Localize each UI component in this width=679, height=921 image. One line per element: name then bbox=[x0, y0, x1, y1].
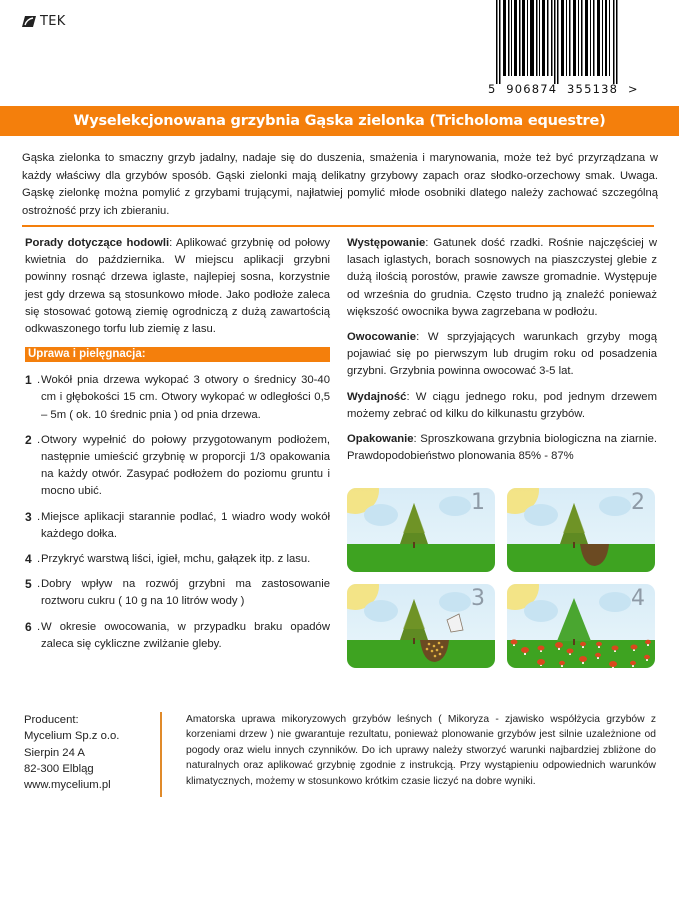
intro-paragraph: Gąska zielonka to smaczny grzyb jadalny, nadaje się do duszenia, smażenia i marynowania, może też być przyrządzana w każdy właściwy dla grzybów sposób. Gąski zielonki mają delikatny grzybowy zapach oraz słodko-orzechowy smak. Uwaga. Gąskę zielonkę można pomylić z grzybami trującymi, najłatwiej pomylić młode osobniki dlatego należy zachować szczególną ostrożność przy ich zbieraniu. bbox=[22, 152, 658, 217]
producer-website[interactable]: www.mycelium.pl bbox=[24, 779, 111, 792]
brand-name: TEK bbox=[40, 14, 66, 29]
occurrence-label: Występowanie bbox=[347, 237, 426, 249]
barcode bbox=[486, 0, 636, 82]
right-column bbox=[347, 235, 657, 473]
illustration-panel-4 bbox=[507, 584, 655, 668]
section-divider bbox=[22, 225, 654, 227]
panel-number: 2 bbox=[631, 490, 645, 515]
yield-label: Wydajność bbox=[347, 390, 407, 403]
step-item: 5 . Dobry wpływ na rozwój grzybni ma zastosowanie roztworu cukru ( 10 g na 10 litrów wody ) bbox=[25, 576, 330, 610]
step-number: 6 bbox=[25, 619, 32, 634]
step-number: 2 bbox=[25, 432, 32, 447]
advice-text: : Aplikować grzybnię od połowy kwietnia do października. W miejscu aplikacji grzybni powinny rosnąć drzewa iglaste, najlepiej sosna, korzystnie jest gdy drzewa są stosunkowo młode. Jako podłoże zaleca się stosować gotową ziemię ogrodniczą z dużą zawartością odkwaszonego torfu lub ziemię z lasu. bbox=[25, 237, 330, 336]
advice-label: Porady dotyczące hodowli bbox=[25, 237, 170, 249]
step-item: 2 . Otwory wypełnić do połowy przygotowanym podłożem, następnie umieścić grzybnię w proporcji 1/3 opakowania na każdy otwór. Zasypać podłożem do poziomu gruntu i mocno ubić. bbox=[25, 432, 330, 501]
occurrence-paragraph bbox=[347, 235, 657, 321]
producer-city: 82-300 Elbląg bbox=[24, 762, 94, 775]
step-number: 1 bbox=[25, 373, 32, 388]
producer-name: Mycelium Sp.z o.o. bbox=[24, 730, 120, 743]
left-column bbox=[25, 235, 330, 661]
illustration-panel-3 bbox=[347, 584, 495, 668]
fruiting-label: Owocowanie bbox=[347, 331, 417, 344]
step-item: 3 . Miejsce aplikacji starannie podlać, 1 wiadro wody wokół każdego dołka. bbox=[25, 509, 330, 543]
step-number: 4 bbox=[25, 552, 32, 567]
step-text: Wokół pnia drzewa wykopać 3 otwory o średnicy 30-40 cm i głębokości 15 cm. Otwory wykopać w odległości 0,5 – 5m ( ok. 10 średnic pnia ) od pnia drzewa. bbox=[41, 374, 330, 421]
care-steps bbox=[25, 372, 330, 653]
advice-paragraph bbox=[25, 235, 330, 338]
step-item: 4 . Przykryć warstwą liści, igieł, mchu, gałązek itp. z lasu. bbox=[25, 551, 330, 568]
illustration-panel-2 bbox=[507, 488, 655, 572]
step-item: 1 . Wokół pnia drzewa wykopać 3 otwory o średnicy 30-40 cm i głębokości 15 cm. Otwory wykopać w odległości 0,5 – 5m ( ok. 10 średnic pnia ) od pnia drzewa. bbox=[25, 372, 330, 424]
step-number: 5 bbox=[25, 577, 32, 592]
step-text: Miejsce aplikacji starannie podlać, 1 wiadro wody wokół każdego dołka. bbox=[41, 510, 330, 540]
product-title-bar bbox=[0, 106, 679, 136]
step-text: Przykryć warstwą liści, igieł, mchu, gałązek itp. z lasu. bbox=[41, 553, 311, 566]
leaf-icon bbox=[22, 15, 37, 28]
packaging-text: : Sproszkowana grzybnia biologiczna na ziarnie. Prawdopodobieństwo plonowania 85% - 87% bbox=[347, 433, 657, 463]
product-title: Wyselekcjonowana grzybnia Gąska zielonka (Tricholoma equestre) bbox=[73, 113, 606, 129]
disclaimer: Amatorska uprawa mikoryzowych grzybów leśnych ( Mikoryza - zjawisko współżycia grzybów z korzeniami drzew ) nie gwarantuje rezultatu, ponieważ plonowanie grzybów jest silnie uzależnione od pogody oraz wielu innych czynników. Do ich uprawy należy stworzyć warunki najbardziej zbliżone do naturalnych oraz aplikować grzybnię zgodnie z instrukcją. Przy wystąpieniu odpowiednich warunków klimatycznych, możemy w stosunkowo krótkim czasie liczyć na dobre wyniki. bbox=[186, 714, 656, 787]
illustration-panel-1 bbox=[347, 488, 495, 572]
panel-number: 4 bbox=[631, 586, 645, 611]
occurrence-text: : Gatunek dość rzadki. Rośnie najczęściej w lasach iglastych, borach sosnowych na piaszczystej glebie z dużą ilością porostów, prawie zawsze gromadnie. Występuje od września do grudnia. Często trudno ją znaleźć ponieważ większość owocnika bywa zagrzebana w podłożu. bbox=[347, 237, 657, 318]
yield-paragraph bbox=[347, 389, 657, 423]
packaging-label: Opakowanie bbox=[347, 433, 414, 446]
producer-street: Sierpin 24 A bbox=[24, 746, 85, 759]
step-text: W okresie owocowania, w przypadku braku opadów zaleca się cykliczne zwilżanie gleby. bbox=[41, 620, 330, 650]
panel-number: 1 bbox=[471, 490, 485, 515]
brand-logo bbox=[22, 14, 66, 29]
panel-number: 3 bbox=[471, 586, 485, 611]
fruiting-text: : W sprzyjających warunkach grzyby mogą pojawiać się po pierwszym lub drugim roku od posadzenia grzybni. Grzybnia powinna owocować 3-5 lat. bbox=[347, 331, 657, 378]
step-number: 3 bbox=[25, 509, 32, 524]
care-header-label: Uprawa i pielęgnacja: bbox=[28, 348, 146, 361]
yield-text: : W ciągu jednego roku, pod jednym drzewem możemy zebrać od kilku do kilkunastu grzybów. bbox=[347, 390, 657, 420]
packaging-paragraph bbox=[347, 431, 657, 465]
step-text: Otwory wypełnić do połowy przygotowanym podłożem, następnie umieścić grzybnię w proporcji 1/3 opakowania na każdy otwór. Zasypać podłożem do poziomu gruntu i mocno ubić. bbox=[41, 433, 330, 498]
footer-divider bbox=[160, 712, 162, 797]
step-item: 6 . W okresie owocowania, w przypadku braku opadów zaleca się cykliczne zwilżanie gleby. bbox=[25, 619, 330, 653]
producer-label: Producent: bbox=[24, 714, 79, 726]
step-text: Dobry wpływ na rozwój grzybni ma zastosowanie roztworu cukru ( 10 g na 10 litrów wody ) bbox=[41, 578, 330, 608]
barcode-digits: 5 906874 355138 > bbox=[488, 82, 639, 96]
care-header bbox=[25, 347, 330, 362]
producer-info bbox=[24, 712, 119, 793]
fruiting-paragraph bbox=[347, 329, 657, 381]
barcode-bars bbox=[496, 0, 624, 84]
illustration-grid bbox=[347, 488, 657, 668]
